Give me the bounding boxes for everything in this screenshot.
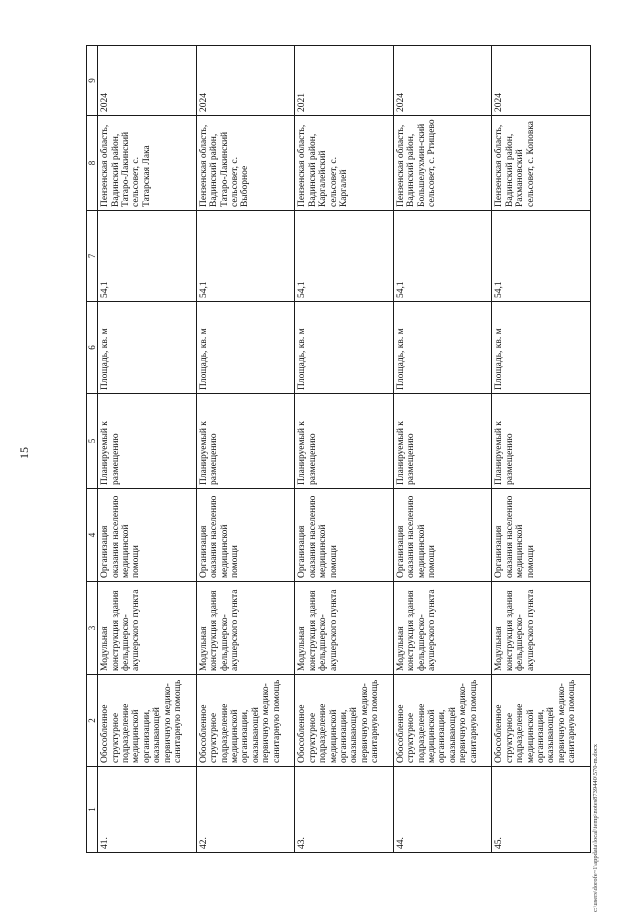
parameter-value-cell: 54,1 [393,211,492,302]
object-name-cell: Модульная конструкция здания фельдшерско-акушерского пункта [98,582,197,675]
parameter-name-cell: Площадь, кв. м [393,302,492,394]
header-cell: 2 [87,675,98,767]
object-purpose-cell: Организация оказания населению медицинской помощи [295,489,394,582]
parameter-name-cell: Площадь, кв. м [98,302,197,394]
objects-table [86,45,591,853]
parameter-value-cell: 54,1 [295,211,394,302]
object-name-cell: Модульная конструкция здания фельдшерско-акушерского пункта [196,582,295,675]
row-number-cell: 41. [98,767,197,853]
object-purpose-cell: Организация оказания населению медицинской помощи [393,489,492,582]
object-purpose-cell: Организация оказания населению медицинской помощи [196,489,295,582]
header-cell: 5 [87,394,98,489]
footer-file-path: c:\users\dorofe~1\appdata\local\temp\notes8739440\570-m.docx [592,744,599,912]
parameter-name-cell: Площадь, кв. м [196,302,295,394]
object-type-cell: Обособленное структурное подразделение медицинской организации, оказывающей первичную медико-санитарную помощь [196,675,295,767]
object-status-cell: Планируемый к размещению [393,394,492,489]
object-status-cell: Планируемый к размещению [196,394,295,489]
object-name-cell: Модульная конструкция здания фельдшерско-акушерского пункта [393,582,492,675]
table-row [98,46,197,853]
object-name-cell: Модульная конструкция здания фельдшерско-акушерского пункта [295,582,394,675]
year-cell: 2024 [492,46,591,116]
parameter-value-cell: 54,1 [98,211,197,302]
page-number: 15 [17,447,31,459]
table-row [196,46,295,853]
parameter-name-cell: Площадь, кв. м [492,302,591,394]
parameter-value-cell: 54,1 [492,211,591,302]
year-cell: 2021 [295,46,394,116]
header-cell: 9 [87,46,98,116]
row-number-cell: 44. [393,767,492,853]
location-cell: Пензенская область, Вадинский район, Большелухмин-ский сельсовет, с. Ртищево [393,116,492,211]
table-row [295,46,394,853]
table-header-row [87,46,98,853]
location-cell: Пензенская область, Вадинский район, Татаро-Лакинский сельсовет, с. Татарская Лака [98,116,197,211]
header-cell: 7 [87,211,98,302]
header-cell: 6 [87,302,98,394]
header-cell: 8 [87,116,98,211]
object-status-cell: Планируемый к размещению [98,394,197,489]
year-cell: 2024 [196,46,295,116]
object-name-cell: Модульная конструкция здания фельдшерско-акушерского пункта [492,582,591,675]
row-number-cell: 42. [196,767,295,853]
rotated-table-container [86,46,591,853]
object-status-cell: Планируемый к размещению [295,394,394,489]
object-type-cell: Обособленное структурное подразделение медицинской организации, оказывающей первичную медико-санитарную помощь [295,675,394,767]
parameter-value-cell: 54,1 [196,211,295,302]
header-cell: 4 [87,489,98,582]
location-cell: Пензенская область, Вадинский район, Рахмановский сельсовет, с. Коповка [492,116,591,211]
parameter-name-cell: Площадь, кв. м [295,302,394,394]
table-row [393,46,492,853]
object-status-cell: Планируемый к размещению [492,394,591,489]
year-cell: 2024 [393,46,492,116]
object-type-cell: Обособленное структурное подразделение медицинской организации, оказывающей первичную медико-санитарную помощь [393,675,492,767]
table-frame [86,46,591,853]
object-purpose-cell: Организация оказания населению медицинской помощи [492,489,591,582]
year-cell: 2024 [98,46,197,116]
object-purpose-cell: Организация оказания населению медицинской помощи [98,489,197,582]
header-cell: 3 [87,582,98,675]
row-number-cell: 45. [492,767,591,853]
object-type-cell: Обособленное структурное подразделение медицинской организации, оказывающей первичную медико-санитарную помощь [98,675,197,767]
header-cell: 1 [87,767,98,853]
row-number-cell: 43. [295,767,394,853]
location-cell: Пензенская область, Вадинский район, Каргалейский сельсовет, с. Каргалей [295,116,394,211]
location-cell: Пензенская область, Вадинский район, Татаро-Лакинский сельсовет, с. Выборное [196,116,295,211]
table-row [492,46,591,853]
object-type-cell: Обособленное структурное подразделение медицинской организации, оказывающей первичную медико-санитарную помощь [492,675,591,767]
